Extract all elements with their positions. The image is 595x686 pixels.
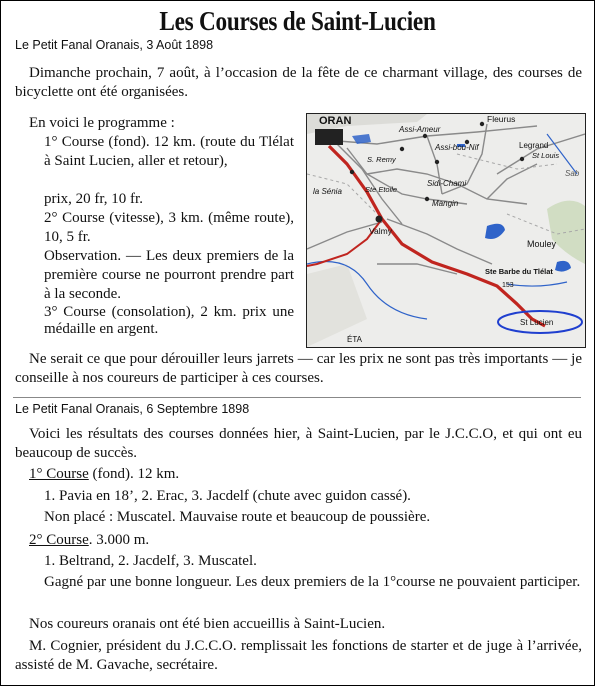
results-course2-title: 2° Course (29, 532, 89, 548)
map-label-la-senia: la Sénia (313, 187, 342, 196)
map-label-ste-barbe: Ste Barbe du Tlélat (485, 267, 553, 276)
article1-conclusion: Ne serait ce que pour dérouiller leurs jarrets — car les prix ne sont pas très importants — je conseille à nos coureurs de participer à ces courses. (15, 351, 582, 386)
course3-description: 3° Course (consolation), 2 km. prix une médaille en argent. (44, 304, 294, 337)
map-label-assi-bou-nif: Assi-bou-Nif (435, 143, 479, 152)
article2-closing: M. Cognier, président du J.C.C.O. remplissait les fonctions de starter et de juge à l’arrivée, assisté de M. Gavache, secrétaire. (15, 638, 582, 673)
map-label-ste-etoile: Ste Etoile (365, 185, 398, 194)
results-course2-heading (29, 531, 149, 550)
results-course2-note: Gagné par une bonne longueur. Les deux premiers de la 1°course ne pouvaient participer. (44, 574, 581, 590)
article1-source: Le Petit Fanal Oranais, 3 Août 1898 (15, 38, 214, 52)
course1-description: 1° Course (fond). 12 km. (route du Tlélat à Saint Lucien, aller et retour), (44, 134, 294, 169)
map-label-assi-ameur: Assi-Ameur (399, 125, 441, 134)
map-label-valmy: Valmy (369, 226, 392, 236)
article2-welcome: Nos coureurs oranais ont été bien accueillis à Saint-Lucien. (29, 616, 386, 632)
map-label-sidi-chami: Sidi-Chami (427, 179, 467, 188)
map-label-km-153: 153 (502, 282, 514, 289)
route-map (306, 113, 586, 348)
map-label-oran: ORAN (319, 115, 352, 127)
results-course1-title: 1° Course (29, 466, 89, 482)
results-course1-details: (fond). 12 km. (88, 466, 180, 482)
map-label-mangin: Mangin (432, 199, 459, 208)
map-label-fleurus: Fleurus (487, 114, 516, 124)
map-label-st-lucien: St Lucien (520, 318, 554, 327)
results-course2-ranking: 1. Beltrand, 2. Jacdelf, 3. Muscatel. (44, 553, 257, 569)
observation-note: Observation. — Les deux premiers de la première course ne pourront prendre part à la seconde. (44, 248, 294, 302)
map-label-eta: ÉTA (347, 335, 362, 344)
map-label-mouley: Mouley (527, 239, 557, 249)
section-divider (13, 397, 581, 398)
course1-prize: prix, 20 fr, 10 fr. (44, 191, 143, 207)
page-title: Les Courses de Saint-Lucien (159, 6, 436, 36)
article1-intro: Dimanche prochain, 7 août, à l’occasion de la fête de ce charmant village, des courses de bicyclette ont été organisées. (15, 65, 582, 100)
results-course1-ranking: 1. Pavia en 18’, 2. Erac, 3. Jacdelf (chute avec guidon cassé). (44, 488, 411, 504)
map-label-sab: Sab (565, 169, 580, 178)
article2-source: Le Petit Fanal Oranais, 6 Septembre 1898 (15, 402, 250, 416)
results-course1-heading (29, 465, 179, 484)
map-label-st-remy: S. Remy (367, 155, 396, 164)
results-course1-note: Non placé : Muscatel. Mauvaise route et beaucoup de poussière. (44, 509, 431, 525)
course2-description: 2° Course (vitesse), 3 km. (même route), 10, 5 fr. (44, 210, 294, 245)
programme-heading: En voici le programme : (29, 115, 175, 131)
article2-intro: Voici les résultats des courses données hier, à Saint-Lucien, par le J.C.C.O, et qui ont eu beaucoup de succès. (15, 426, 582, 461)
map-label-legrand: Legrand (519, 141, 549, 150)
map-label-st-louis: St Louis (532, 151, 560, 160)
results-course2-details: . 3.000 m. (88, 532, 150, 548)
